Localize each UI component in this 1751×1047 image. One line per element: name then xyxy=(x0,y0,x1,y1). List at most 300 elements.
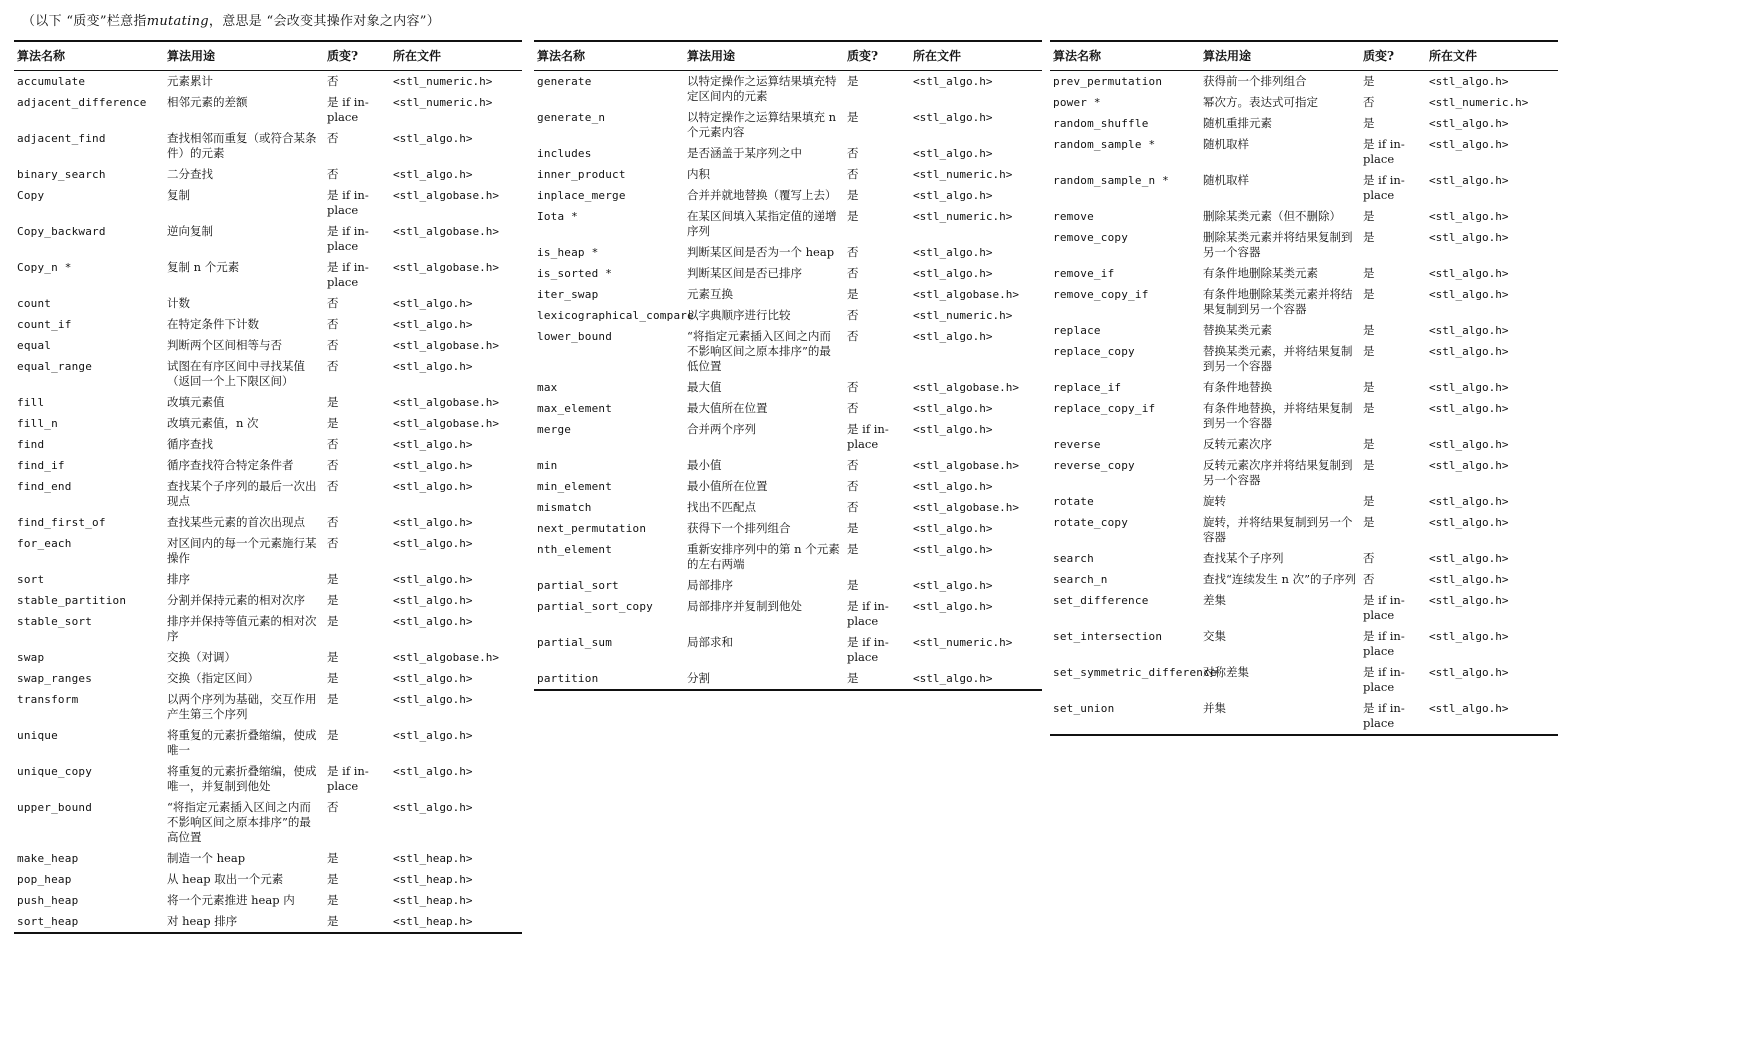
mutating-flag: 是 xyxy=(844,668,910,690)
algorithm-use: 替换某类元素 xyxy=(1203,323,1272,337)
algorithm-use: 分割并保持元素的相对次序 xyxy=(167,593,305,607)
algorithm-use: 以特定操作之运算结果填充 n 个元素内容 xyxy=(687,110,837,139)
header-file-name: <stl_algo.h> xyxy=(913,480,993,493)
algorithm-name: next_permutation xyxy=(537,522,647,535)
algorithm-use: 对区间内的每一个元素施行某操作 xyxy=(167,536,317,565)
table-row xyxy=(1050,341,1558,377)
algorithm-name: generate_n xyxy=(537,111,606,124)
header-file-name: <stl_algo.h> xyxy=(393,132,473,145)
algorithm-name: lower_bound xyxy=(537,330,613,343)
algorithm-use: 元素互换 xyxy=(687,287,733,301)
algorithm-name: min_element xyxy=(537,480,613,493)
algorithm-use: 差集 xyxy=(1203,593,1226,607)
algorithm-name: Iota * xyxy=(537,210,578,223)
algorithm-name: rotate xyxy=(1053,495,1094,508)
mutating-flag: 是 xyxy=(327,395,339,409)
mutating-flag: 是 xyxy=(327,593,339,607)
header-file-name: <stl_algo.h> xyxy=(1429,438,1509,451)
header-file-name: <stl_algo.h> xyxy=(913,111,993,124)
algorithm-table-1 xyxy=(14,40,522,934)
algorithm-name: is_sorted * xyxy=(537,267,613,280)
header-file-name: <stl_algo.h> xyxy=(913,522,993,535)
table-row xyxy=(14,476,522,512)
header-file-name: <stl_algo.h> xyxy=(1429,495,1509,508)
algorithm-use: 替换某类元素，并将结果复制到另一个容器 xyxy=(1203,344,1353,373)
algorithm-name: find_end xyxy=(17,480,72,493)
mutating-flag: 否 xyxy=(847,458,859,472)
algorithm-use: “将指定元素插入区间之内而不影响区间之原本排序”的最高位置 xyxy=(167,800,311,844)
header-file-name: <stl_algo.h> xyxy=(393,516,473,529)
algorithm-use: 元素累计 xyxy=(167,74,213,88)
header-file-name: <stl_algo.h> xyxy=(393,615,473,628)
header-file-name: <stl_algobase.h> xyxy=(393,261,499,274)
algorithm-use: 查找某个子序列的最后一次出现点 xyxy=(167,479,317,508)
algorithm-use: 交换（指定区间） xyxy=(167,671,259,685)
mutating-flag: 是 xyxy=(1363,116,1375,130)
mutating-flag: 是 xyxy=(1363,515,1375,529)
mutating-flag: 是 xyxy=(1363,209,1375,223)
algorithm-name: transform xyxy=(17,693,79,706)
mutating-flag: 是 if in-place xyxy=(327,95,369,124)
header-file-name: <stl_algobase.h> xyxy=(913,381,1019,394)
table-row xyxy=(1050,491,1558,512)
mutating-flag: 是 xyxy=(327,572,339,586)
table-row xyxy=(534,668,1042,690)
header-mutating: 质变? xyxy=(324,41,390,71)
algorithm-name: set_union xyxy=(1050,698,1200,735)
header-file-name: <stl_algo.h> xyxy=(393,765,473,778)
algorithm-use: 将重复的元素折叠缩编，使成唯一 xyxy=(167,728,317,757)
table-row xyxy=(1050,377,1558,398)
table-row xyxy=(14,725,522,761)
mutating-flag: 否 xyxy=(847,500,859,514)
algorithm-name: Copy_backward xyxy=(17,225,106,238)
algorithm-name: binary_search xyxy=(17,168,106,181)
algorithm-use: 删除某类元素（但不删除） xyxy=(1203,209,1341,223)
header-file-name: <stl_heap.h> xyxy=(393,852,473,865)
algorithm-name: inplace_merge xyxy=(537,189,626,202)
table-row xyxy=(14,356,522,392)
header-file-name: <stl_algo.h> xyxy=(913,75,993,88)
note-prefix: （以下 “质变”栏意指 xyxy=(22,14,147,29)
table-row xyxy=(14,335,522,356)
algorithm-use: 合并并就地替换（覆写上去） xyxy=(687,188,837,202)
algorithm-name: Copy_n * xyxy=(17,261,72,274)
algorithm-use: 旋转 xyxy=(1203,494,1226,508)
header-file-name: <stl_algo.h> xyxy=(1429,402,1509,415)
header-file-name: <stl_algobase.h> xyxy=(393,339,499,352)
algorithm-use: 最小值 xyxy=(687,458,722,472)
table-row xyxy=(534,455,1042,476)
table-row xyxy=(534,164,1042,185)
algorithm-name: replace_if xyxy=(1053,381,1122,394)
table-header-row xyxy=(1050,41,1558,71)
algorithm-name: unique_copy xyxy=(17,765,93,778)
algorithm-use: 排序并保持等值元素的相对次序 xyxy=(167,614,317,643)
header-mutating: 质变? xyxy=(1360,41,1426,71)
algorithm-name: swap xyxy=(17,651,45,664)
table-row xyxy=(1050,698,1558,735)
algorithm-name: iter_swap xyxy=(537,288,599,301)
table-row xyxy=(14,455,522,476)
mutating-flag: 是 xyxy=(327,650,339,664)
mutating-flag: 否 xyxy=(1363,551,1375,565)
header-file-name: <stl_algo.h> xyxy=(913,246,993,259)
algorithm-name: set_intersection xyxy=(1053,630,1163,643)
algorithm-name: find xyxy=(17,438,45,451)
algorithm-use: 获得下一个排列组合 xyxy=(687,521,791,535)
table-row xyxy=(1050,455,1558,491)
header-file-name: <stl_algo.h> xyxy=(913,543,993,556)
mutating-flag: 是 xyxy=(1363,494,1375,508)
table-row xyxy=(1050,113,1558,134)
header-file-name: <stl_algo.h> xyxy=(913,600,993,613)
algorithm-use: 相邻元素的差额 xyxy=(167,95,248,109)
algorithm-name: min xyxy=(537,459,558,472)
algorithm-use: 试图在有序区间中寻找某值（返回一个上下限区间） xyxy=(167,359,305,388)
mutating-flag: 是 if in-place xyxy=(1360,698,1426,735)
table-row xyxy=(14,761,522,797)
algorithm-name: accumulate xyxy=(17,75,86,88)
mutating-flag: 是 xyxy=(327,614,339,628)
algorithm-use: 最小值所在位置 xyxy=(687,479,768,493)
header-file: 所在文件 xyxy=(910,41,1042,71)
table-row xyxy=(14,647,522,668)
algorithm-name: replace xyxy=(1053,324,1101,337)
mutating-flag: 是 xyxy=(847,74,859,88)
table-row xyxy=(14,668,522,689)
table-row xyxy=(534,326,1042,377)
header-file-name: <stl_numeric.h> xyxy=(393,75,493,88)
algorithm-use: 改填元素值，n 次 xyxy=(167,416,259,430)
table-row xyxy=(14,848,522,869)
table-row xyxy=(534,263,1042,284)
table-row xyxy=(534,539,1042,575)
algorithm-use: 查找某个子序列 xyxy=(1203,551,1284,565)
algorithm-use: 循序查找 xyxy=(167,437,213,451)
mutating-flag: 是 if in-place xyxy=(847,422,889,451)
mutating-flag: 是 xyxy=(327,893,339,907)
algorithm-use: 以字典顺序进行比较 xyxy=(687,308,791,322)
algorithm-name: count xyxy=(17,297,52,310)
mutating-flag: 是 xyxy=(327,872,339,886)
mutating-flag: 否 xyxy=(327,317,339,331)
mutating-flag: 否 xyxy=(847,401,859,415)
algorithm-name: includes xyxy=(537,147,592,160)
algorithm-use: 合并两个序列 xyxy=(687,422,756,436)
header-use: 算法用途 xyxy=(1200,41,1360,71)
header-file-name: <stl_algo.h> xyxy=(913,402,993,415)
algorithm-use: 局部求和 xyxy=(687,635,733,649)
mutating-flag: 是 xyxy=(1363,401,1375,415)
algorithm-use: 分割 xyxy=(684,668,844,690)
mutating-flag: 否 xyxy=(1363,572,1375,586)
mutating-flag: 否 xyxy=(847,479,859,493)
mutating-flag: 是 xyxy=(324,911,390,933)
algorithm-use: 旋转，并将结果复制到另一个容器 xyxy=(1203,515,1353,544)
algorithm-name: equal xyxy=(17,339,52,352)
header-file-name: <stl_algo.h> xyxy=(913,147,993,160)
table-row xyxy=(534,575,1042,596)
table-row xyxy=(1050,263,1558,284)
algorithm-name: partition xyxy=(534,668,684,690)
header-file-name: <stl_heap.h> xyxy=(393,894,473,907)
mutating-flag: 否 xyxy=(847,308,859,322)
table-row xyxy=(14,92,522,128)
header-file-name: <stl_algobase.h> xyxy=(393,651,499,664)
table-row xyxy=(534,419,1042,455)
algorithm-name: partial_sum xyxy=(537,636,613,649)
header-file-name: <stl_numeric.h> xyxy=(913,210,1013,223)
table-row xyxy=(14,890,522,911)
algorithm-name: random_sample * xyxy=(1053,138,1156,151)
mutating-flag: 是 xyxy=(847,188,859,202)
table-row xyxy=(14,71,522,93)
algorithm-name: remove_copy xyxy=(1053,231,1129,244)
table-row xyxy=(534,305,1042,326)
mutating-flag: 是 if in-place xyxy=(327,260,369,289)
mutating-flag: 是 if in-place xyxy=(847,599,889,628)
algorithm-use: 重新安排序列中的第 n 个元素的左右两端 xyxy=(687,542,840,571)
table-row xyxy=(14,185,522,221)
mutating-flag: 否 xyxy=(327,131,339,145)
header-file-name: <stl_numeric.h> xyxy=(393,96,493,109)
table-row xyxy=(1050,170,1558,206)
mutating-flag: 否 xyxy=(327,296,339,310)
header-file-name: <stl_algo.h> xyxy=(1429,381,1509,394)
header-file-name: <stl_algo.h> xyxy=(1429,138,1509,151)
table-row xyxy=(534,206,1042,242)
algorithm-name: reverse_copy xyxy=(1053,459,1135,472)
mutating-flag: 是 xyxy=(847,287,859,301)
algorithm-name: lexicographical_compare xyxy=(537,309,694,322)
algorithm-name: adjacent_difference xyxy=(17,96,147,109)
table-row xyxy=(1050,434,1558,455)
table-header-row xyxy=(14,41,522,71)
table-row xyxy=(1050,590,1558,626)
algorithm-name: remove_copy_if xyxy=(1053,288,1149,301)
mutating-flag: 是 xyxy=(1363,74,1375,88)
algorithm-name: max_element xyxy=(537,402,613,415)
algorithm-use: 复制 n 个元素 xyxy=(167,260,240,274)
table-row xyxy=(534,476,1042,497)
algorithm-use: 并集 xyxy=(1200,698,1360,735)
table-row xyxy=(14,257,522,293)
mutating-flag: 是 if in-place xyxy=(1363,593,1405,622)
mutating-flag: 否 xyxy=(847,146,859,160)
table-row xyxy=(14,434,522,455)
table-row xyxy=(14,314,522,335)
table-row xyxy=(1050,284,1558,320)
algorithm-name: sort_heap xyxy=(14,911,164,933)
algorithm-use: 交集 xyxy=(1203,629,1226,643)
table-row xyxy=(534,632,1042,668)
algorithm-use: 改填元素值 xyxy=(167,395,225,409)
table-row xyxy=(14,512,522,533)
mutating-flag: 是 if in-place xyxy=(847,635,889,664)
algorithm-use: 有条件地删除某类元素 xyxy=(1203,266,1318,280)
table-row xyxy=(534,518,1042,539)
mutating-flag: 是 xyxy=(1363,230,1375,244)
algorithm-use: 有条件地替换，并将结果复制到另一个容器 xyxy=(1203,401,1353,430)
header-file-name: <stl_algo.h> xyxy=(913,267,993,280)
algorithm-use: 对 heap 排序 xyxy=(164,911,324,933)
header-name: 算法名称 xyxy=(14,41,164,71)
algorithm-name: pop_heap xyxy=(17,873,72,886)
algorithm-name: remove xyxy=(1053,210,1094,223)
algorithm-use: 最大值所在位置 xyxy=(687,401,768,415)
algorithm-name: count_if xyxy=(17,318,72,331)
header-file-name: <stl_algo.h> xyxy=(1429,666,1509,679)
algorithm-use: 局部排序并复制到他处 xyxy=(687,599,802,613)
mutating-flag: 否 xyxy=(327,536,339,550)
header-file-name: <stl_algo.h> xyxy=(393,729,473,742)
table-row xyxy=(14,590,522,611)
mutating-flag: 否 xyxy=(847,380,859,394)
header-file-name: <stl_algo.h> xyxy=(1429,324,1509,337)
algorithm-use: 幂次方。表达式可指定 xyxy=(1203,95,1318,109)
algorithm-name: mismatch xyxy=(537,501,592,514)
algorithm-name: inner_product xyxy=(537,168,626,181)
mutating-note xyxy=(22,10,440,29)
algorithm-use: 反转元素次序并将结果复制到另一个容器 xyxy=(1203,458,1353,487)
header-file-name: <stl_numeric.h> xyxy=(913,309,1013,322)
table-row xyxy=(534,185,1042,206)
algorithm-use: 在特定条件下计数 xyxy=(167,317,259,331)
mutating-flag: 是 if in-place xyxy=(1363,629,1405,658)
header-file-name: <stl_numeric.h> xyxy=(1429,96,1529,109)
table-row xyxy=(14,164,522,185)
header-use: 算法用途 xyxy=(164,41,324,71)
algorithm-use: 局部排序 xyxy=(687,578,733,592)
algorithm-use: 在某区间填入某指定值的递增序列 xyxy=(687,209,837,238)
algorithm-use: 查找相邻而重复（或符合某条件）的元素 xyxy=(167,131,317,160)
header-file-name: <stl_algo.h> xyxy=(393,594,473,607)
header-file-name: <stl_algobase.h> xyxy=(913,459,1019,472)
header-file-name: <stl_algobase.h> xyxy=(393,225,499,238)
mutating-flag: 否 xyxy=(327,479,339,493)
table-row xyxy=(14,869,522,890)
algorithm-name: upper_bound xyxy=(17,801,93,814)
header-file-name: <stl_heap.h> xyxy=(390,911,522,933)
header-file-name: <stl_algo.h> xyxy=(393,480,473,493)
table-row xyxy=(1050,626,1558,662)
algorithm-name: adjacent_find xyxy=(17,132,106,145)
header-mutating: 质变? xyxy=(844,41,910,71)
algorithm-name: Copy xyxy=(17,189,45,202)
table-row xyxy=(1050,71,1558,93)
header-file-name: <stl_algo.h> xyxy=(1429,630,1509,643)
mutating-flag: 否 xyxy=(327,458,339,472)
mutating-flag: 否 xyxy=(327,167,339,181)
algorithm-use: 以特定操作之运算结果填充特定区间内的元素 xyxy=(687,74,837,103)
algorithm-use: 有条件地删除某类元素并将结果复制到另一个容器 xyxy=(1203,287,1353,316)
algorithm-use: 随机取样 xyxy=(1203,173,1249,187)
header-file-name: <stl_algobase.h> xyxy=(393,189,499,202)
table-row xyxy=(14,293,522,314)
mutating-flag: 是 xyxy=(327,851,339,865)
header-file-name: <stl_algo.h> xyxy=(1429,231,1509,244)
table-row xyxy=(14,413,522,434)
header-file-name: <stl_algo.h> xyxy=(1426,698,1558,735)
header-file-name: <stl_algo.h> xyxy=(1429,288,1509,301)
header-file: 所在文件 xyxy=(1426,41,1558,71)
header-file-name: <stl_algobase.h> xyxy=(393,417,499,430)
table-row xyxy=(14,797,522,848)
mutating-flag: 否 xyxy=(327,74,339,88)
header-file-name: <stl_algo.h> xyxy=(913,579,993,592)
algorithm-name: nth_element xyxy=(537,543,613,556)
algorithm-use: 内积 xyxy=(687,167,710,181)
header-file-name: <stl_algo.h> xyxy=(393,672,473,685)
algorithm-name: merge xyxy=(537,423,572,436)
mutating-flag: 是 xyxy=(327,728,339,742)
mutating-flag: 否 xyxy=(847,167,859,181)
mutating-flag: 否 xyxy=(847,329,859,343)
algorithm-name: stable_partition xyxy=(17,594,127,607)
algorithm-name: reverse xyxy=(1053,438,1101,451)
header-file-name: <stl_algobase.h> xyxy=(913,288,1019,301)
table-row xyxy=(14,569,522,590)
header-file-name: <stl_algo.h> xyxy=(1429,345,1509,358)
header-file-name: <stl_algo.h> xyxy=(393,573,473,586)
mutating-flag: 是 xyxy=(847,209,859,223)
mutating-flag: 是 xyxy=(1363,287,1375,301)
algorithm-use: 将一个元素推进 heap 内 xyxy=(167,893,295,907)
header-file-name: <stl_algo.h> xyxy=(913,189,993,202)
mutating-flag: 是 xyxy=(327,416,339,430)
table-row xyxy=(534,284,1042,305)
algorithm-use: 计数 xyxy=(167,296,190,310)
header-file-name: <stl_algo.h> xyxy=(393,459,473,472)
mutating-flag: 是 if in-place xyxy=(327,188,369,217)
algorithm-name: for_each xyxy=(17,537,72,550)
algorithm-use: 二分查找 xyxy=(167,167,213,181)
algorithm-name: prev_permutation xyxy=(1053,75,1163,88)
algorithm-name: stable_sort xyxy=(17,615,93,628)
header-file-name: <stl_algo.h> xyxy=(393,438,473,451)
table-row xyxy=(534,143,1042,164)
mutating-flag: 是 xyxy=(847,578,859,592)
algorithm-use: 最大值 xyxy=(687,380,722,394)
algorithm-name: swap_ranges xyxy=(17,672,93,685)
algorithm-use: 查找“连续发生 n 次”的子序列 xyxy=(1203,572,1356,586)
table-row xyxy=(1050,662,1558,698)
header-file-name: <stl_algobase.h> xyxy=(393,396,499,409)
table-row xyxy=(14,611,522,647)
header-file-name: <stl_algo.h> xyxy=(1429,75,1509,88)
algorithm-use: 排序 xyxy=(167,572,190,586)
algorithm-use: 判断两个区间相等与否 xyxy=(167,338,282,352)
algorithm-use: 以两个序列为基础，交互作用产生第三个序列 xyxy=(167,692,317,721)
algorithm-name: partial_sort_copy xyxy=(537,600,653,613)
table-row xyxy=(534,398,1042,419)
algorithm-use: 删除某类元素并将结果复制到另一个容器 xyxy=(1203,230,1353,259)
header-file-name: <stl_numeric.h> xyxy=(913,636,1013,649)
algorithm-use: 判断某区间是否已排序 xyxy=(687,266,802,280)
algorithm-name: search xyxy=(1053,552,1094,565)
header-file-name: <stl_algobase.h> xyxy=(913,501,1019,514)
table-row xyxy=(14,221,522,257)
table-row xyxy=(534,242,1042,263)
algorithm-name: max xyxy=(537,381,558,394)
algorithm-use: 获得前一个排列组合 xyxy=(1203,74,1307,88)
table-row xyxy=(14,392,522,413)
header-file-name: <stl_algo.h> xyxy=(1429,594,1509,607)
algorithm-name: set_difference xyxy=(1053,594,1149,607)
algorithm-name: random_shuffle xyxy=(1053,117,1149,130)
algorithm-name: sort xyxy=(17,573,45,586)
